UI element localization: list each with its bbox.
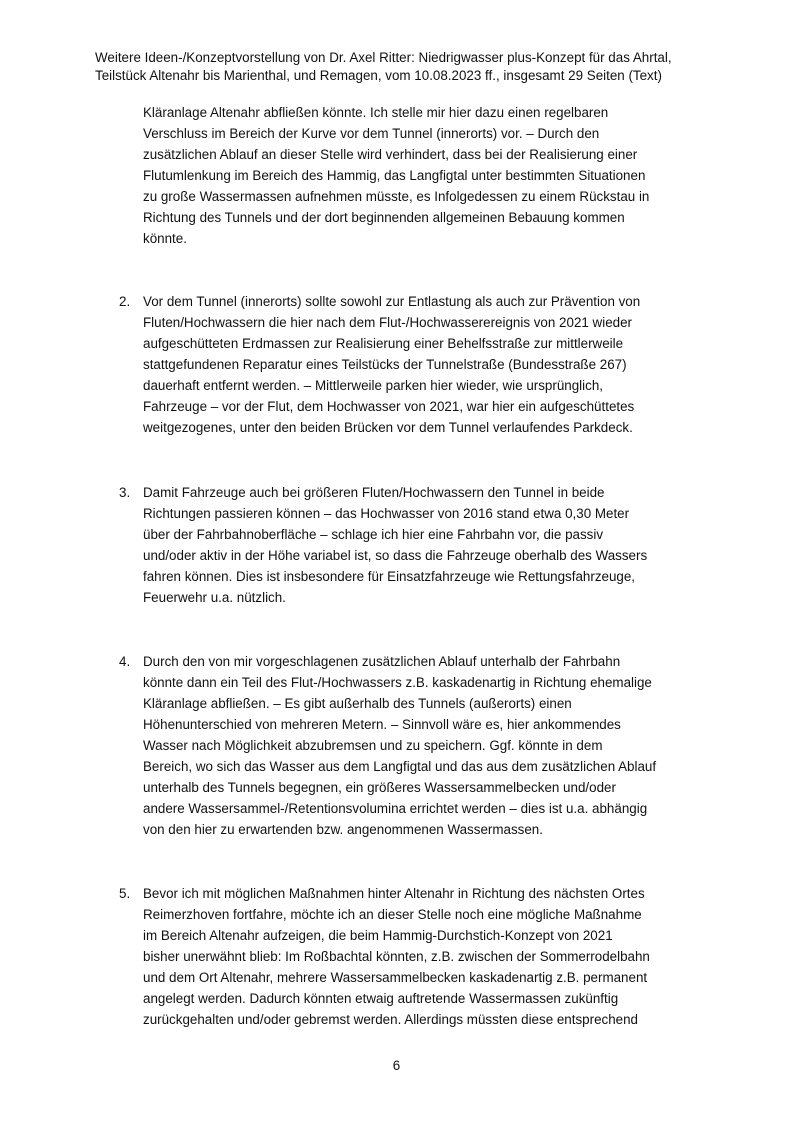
text-line: unterhalb des Tunnels begegnen, ein größeres Wassersammelbecken und/oder — [143, 780, 616, 795]
text-line: Damit Fahrzeuge auch bei größeren Fluten/Hochwassern den Tunnel in beide — [143, 485, 605, 500]
text-line: zusätzlichen Ablauf an dieser Stelle wird verhindert, dass bei der Realisierung einer — [143, 147, 638, 162]
text-line: fahren können. Dies ist insbesondere für Einsatzfahrzeuge wie Rettungsfahrzeuge, — [143, 569, 636, 584]
list-item-number: 3. — [119, 485, 131, 500]
text-line: weitgezogenes, unter den beiden Brücken vor dem Tunnel verlaufendes Parkdeck. — [143, 420, 633, 435]
list-item-number: 2. — [119, 294, 131, 309]
text-line: aufgeschütteten Erdmassen zur Realisierung einer Behelfsstraße zur mittlerweile — [143, 336, 624, 351]
list-item-text — [143, 883, 743, 1030]
text-line: Reimerzhoven fortfahre, möchte ich an dieser Stelle noch eine mögliche Maßnahme — [143, 907, 642, 922]
text-line: könnte dann ein Teil des Flut-/Hochwassers z.B. kaskadenartig in Richtung ehemalige — [143, 675, 652, 690]
page-number: 6 — [392, 1058, 401, 1073]
text-line: Durch den von mir vorgeschlagenen zusätzlichen Ablauf unterhalb der Fahrbahn — [143, 654, 621, 669]
text-line: Richtung des Tunnels und der dort beginnenden allgemeinen Bebauung kommen — [143, 210, 625, 225]
text-line: Feuerwehr u.a. nützlich. — [143, 590, 286, 605]
text-line: stattgefundenen Reparatur eines Teilstücks der Tunnelstraße (Bundesstraße 267) — [143, 357, 627, 372]
text-line: Kläranlage abfließen. – Es gibt außerhalb des Tunnels (außerorts) einen — [143, 696, 572, 711]
header-line: Weitere Ideen-/Konzeptvorstellung von Dr. Axel Ritter: Niedrigwasser plus-Konzept für das Ahrtal, — [95, 50, 672, 65]
header-line: Teilstück Altenahr bis Marienthal, und Remagen, vom 10.08.2023 ff., insgesamt 29 Seiten (Text) — [95, 68, 662, 83]
text-line: über der Fahrbahnoberfläche – schlage ich hier eine Fahrbahn vor, die passiv — [143, 527, 604, 542]
text-line: angelegt werden. Dadurch könnten etwaig auftretende Wassermassen zukünftig — [143, 991, 619, 1006]
page-header — [95, 49, 735, 85]
text-line: Kläranlage Altenahr abfließen könnte. Ich stelle mir hier dazu einen regelbaren — [143, 105, 609, 120]
continuation-paragraph — [143, 102, 713, 249]
text-line: Fahrzeuge – vor der Flut, dem Hochwasser von 2021, war hier ein aufgeschüttetes — [143, 399, 635, 414]
text-line: im Bereich Altenahr aufzeigen, die beim Hammig-Durchstich-Konzept von 2021 — [143, 928, 613, 943]
list-item-text — [143, 482, 743, 608]
text-line: zu große Wassermassen aufnehmen müsste, es Infolgedessen zu einem Rückstau in — [143, 189, 650, 204]
text-line: Bevor ich mit möglichen Maßnahmen hinter Altenahr in Richtung des nächsten Ortes — [143, 886, 645, 901]
text-line: Richtungen passieren können – das Hochwasser von 2016 stand etwa 0,30 Meter — [143, 506, 630, 521]
text-line: Fluten/Hochwassern die hier nach dem Flut-/Hochwasserereignis von 2021 wieder — [143, 315, 633, 330]
text-line: von den hier zu erwartenden bzw. angenommenen Wassermassen. — [143, 822, 543, 837]
text-line: Vor dem Tunnel (innerorts) sollte sowohl zur Entlastung als auch zur Prävention von — [143, 294, 641, 309]
text-line: Flutumlenkung im Bereich des Hammig, das Langfigtal unter bestimmten Situationen — [143, 168, 646, 183]
text-line: bisher unerwähnt blieb: Im Roßbachtal könnten, z.B. zwischen der Sommerrodelbahn — [143, 949, 650, 964]
text-line: Höhenunterschied von mehreren Metern. – Sinnvoll wäre es, hier ankommendes — [143, 717, 621, 732]
text-line: und/oder aktiv in der Höhe variabel ist, so dass die Fahrzeuge oberhalb des Wassers — [143, 548, 648, 563]
text-line: könnte. — [143, 231, 187, 246]
list-item-text — [143, 291, 743, 438]
text-line: Bereich, wo sich das Wasser aus dem Langfigtal und das aus dem zusätzlichen Ablauf — [143, 759, 657, 774]
list-item-number: 4. — [119, 654, 131, 669]
list-item-number: 5. — [119, 886, 131, 901]
text-line: andere Wassersammel-/Retentionsvolumina errichtet werden – dies ist u.a. abhängig — [143, 801, 648, 816]
text-line: zurückgehalten und/oder gebremst werden. Allerdings müssten diese entsprechend — [143, 1012, 639, 1027]
text-line: Wasser nach Möglichkeit abzubremsen und zu speichern. Ggf. könnte in dem — [143, 738, 603, 753]
text-line: Verschluss im Bereich der Kurve vor dem Tunnel (innerorts) vor. – Durch den — [143, 126, 600, 141]
text-line: und dem Ort Altenahr, mehrere Wassersammelbecken kaskadenartig z.B. permanent — [143, 970, 648, 985]
text-line: dauerhaft entfernt werden. – Mittlerweile parken hier wieder, wie ursprünglich, — [143, 378, 603, 393]
list-item-text — [143, 651, 743, 840]
